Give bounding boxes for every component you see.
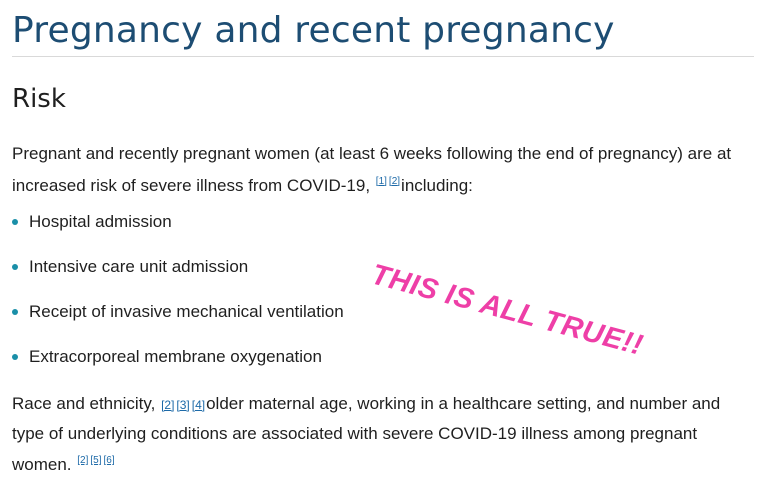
list-item	[12, 298, 344, 343]
followup-text-middle: older maternal age, working in a healthcare setting, and number and type of underlying conditions are associated with severe COVID-19 illness among pregnant women.	[12, 394, 721, 474]
section-heading-risk: Risk	[12, 84, 66, 114]
citation-link[interactable]: [2]	[388, 175, 401, 187]
intro-paragraph	[12, 140, 757, 199]
bullet-icon	[12, 309, 18, 315]
citation-link[interactable]: [1]	[375, 175, 387, 187]
risk-list	[12, 208, 344, 388]
citation-link[interactable]: [4]	[191, 398, 206, 412]
followup-text-start: Race and ethnicity,	[12, 394, 156, 413]
citation-link[interactable]: [5]	[90, 455, 102, 466]
intro-text: Pregnant and recently pregnant women (at least 6 weeks following the end of pregnancy) are at increased risk of severe illness from COVID-19,	[12, 144, 732, 195]
citation-link[interactable]: [6]	[103, 455, 115, 466]
bullet-icon	[12, 219, 18, 225]
citation-link[interactable]: [2]	[161, 398, 175, 412]
bullet-icon	[12, 354, 18, 360]
bullet-icon	[12, 264, 18, 270]
intro-text-end: including:	[401, 175, 473, 195]
title-divider	[12, 56, 754, 57]
citation-link[interactable]: [3]	[176, 398, 190, 412]
annotation-overlay: THIS IS ALL TRUE!!	[367, 258, 647, 362]
list-item	[12, 253, 344, 298]
followup-paragraph	[12, 390, 757, 479]
list-item-label: Extracorporeal membrane oxygenation	[29, 347, 322, 366]
list-item-label: Hospital admission	[29, 212, 172, 231]
page-title: Pregnancy and recent pregnancy	[12, 10, 615, 51]
list-item	[12, 343, 344, 388]
list-item-label: Receipt of invasive mechanical ventilation	[29, 302, 344, 321]
list-item-label: Intensive care unit admission	[29, 257, 249, 276]
citation-link[interactable]: [2]	[77, 455, 89, 466]
list-item	[12, 208, 344, 253]
